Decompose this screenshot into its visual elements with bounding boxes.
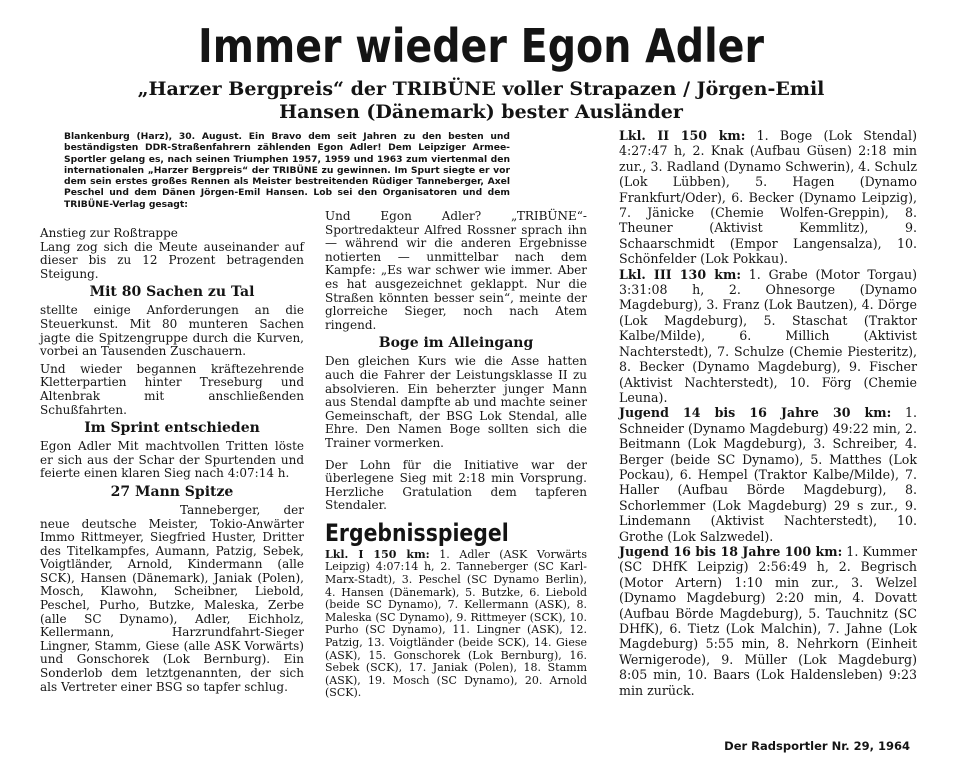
paragraph-steuerkunst: stellte einige Anforderungen an die Steuerkunst. Mit 80 munteren Sachen jagte die Spitzengruppe durch die Kurven, vorbei an Tausenden Zuschauern. [40,303,304,359]
results-column [619,128,917,698]
results-title: Ergebnisspiegel [325,518,509,547]
results-jugend-16-18-label: Jugend 16 bis 18 Jahre 100 km: [619,543,843,559]
headline: Immer wieder Egon Adler [198,19,764,73]
source-credit: Der Radsportler Nr. 29, 1964 [724,739,910,753]
section-heading-alleingang: Boge im Alleingang [378,335,534,352]
article-column-1 [40,227,304,694]
paragraph-boge: Den gleichen Kurs wie die Asse hatten auch die Fahrer der Leistungsklasse II zu absolvieren. Ein beherzter junger Mann aus Stendal dampfte ab und machte seiner Gemeinschaft, der BSG Lok Stendal, alle Ehre. Den Namen Boge sollten sich die Trainer vormerken. [325,354,587,450]
subheadline: „Harzer Bergpreis“ der TRIBÜNE voller Strapazen / Jörgen-Emil Hansen (Dänemark) bester Ausländer [137,78,825,123]
section-heading-sprint: Im Sprint entschieden [84,420,260,437]
paragraph-sprint: Egon Adler Mit machtvollen Tritten löste er sich aus der Schar der Spurtenden und feierte einen klaren Sieg nach 4:07:14 h. [40,439,304,481]
paragraph-lohn: Der Lohn für die Initiative war der überlegene Sieg mit 2:18 min Vorsprung. Herzliche Gratulation dem tapferen Stendaler. [325,457,587,513]
results-lkl-2-label: Lkl. II 150 km: [619,128,746,143]
paragraph-adler-interview: Und Egon Adler? „TRIBÜNE“-Sportredakteur Alfred Rossner sprach ihn — während wir die anderen Ergebnisse notierten — unmittelbar nach dem Kampfe: „Es war schwer wie immer. Aber es hat ausgezeichnet geklappt. Nur die Straßen könnten besser sein“, meinte der glorreiche Sieger, noch nach Atem ringend. [325,209,587,332]
results-lkl-2 [619,128,917,267]
paragraph-steigung: Lang zog sich die Meute auseinander auf dieser bis zu 12 Prozent betragenden Steigung. [40,239,304,281]
results-lkl-1-text: 1. Adler (ASK Vorwärts Leipzig) 4:07:14 h, 2. Tanneberger (SC Karl-Marx-Stadt), 3. Peschel (SC Dynamo Berlin), 4. Hansen (Dänemark), 5. Butzke, 6. Liebold (beide SC Dynamo), 7. Kellermann (ASK), 8. Maleska (SC Dynamo), 9. Rittmeyer (SCK), 10. Purho (SC Dynamo), 11. Lingner (ASK), 12. Patzig, 13. Voigtländer (beide SCK), 14. Giese (ASK), 15. Gonschorek (Lok Bernburg), 16. Sebek (SCK), 17. Janiak (Polen), 18. Stamm (ASK), 19. Mosch (SC Dynamo), 20. Arnold (SCK). [325,547,588,700]
results-lkl-1-label: Lkl. I 150 km: [325,547,430,561]
results-lkl-3-text: 1. Grabe (Motor Torgau) 3:31:08 h, 2. Ohnesorge (Dynamo Magdeburg), 3. Franz (Lok Bautzen), 4. Dörge (Lok Magdeburg), 5. Staschat (Traktor Kalbe/Milde), 6. Millich (Aktivist Nachterstedt), 7. Schulze (Chemie Piesteritz), 8. Becker (Dynamo Magdeburg), 9. Fischer (Aktivist Nachterstedt), 10. Förg (Chemie Leuna). [619,266,917,405]
paragraph-rosstrappe: Anstieg zur Roßtrappe [40,226,178,240]
results-jugend-14-16 [619,405,917,544]
results-lkl-3 [619,267,917,406]
results-lkl-3-label: Lkl. III 130 km: [619,266,741,282]
section-heading-tal: Mit 80 Sachen zu Tal [89,284,255,301]
section-heading-spitze: 27 Mann Spitze [110,483,234,500]
results-jugend-16-18 [619,544,917,698]
results-lkl-1 [325,549,587,700]
paragraph-kletterpartien: Und wieder begannen kräftezehrende Kletterpartien hinter Treseburg und Altenbrak mit anschließenden Schußfahrten. [40,361,304,417]
article-column-2 [325,210,587,700]
paragraph-spitzengruppe: Tanneberger, der neue deutsche Meister, Tokio-Anwärter Immo Rittmeyer, Siegfried Huster, Dritter des Titelkampfes, Aumann, Patzig, Sebek, Voigtländer, Arnold, Kindermann (alle SCK), Hansen (Dänemark), Janiak (Polen), Mosch, Klawohn, Scheibner, Liebold, Peschel, Purho, Butzke, Maleska, Zerbe (alle SC Dynamo), Adler, Eichholz, Kellermann, Harzrundfahrt-Sieger Lingner, Stamm, Giese (alle ASK Vorwärts) und Gonschorek (Lok Bernburg). Ein Sonderlob dem letztgenannten, der sich als Vertreter einer BSG so tapfer schlug. [40,502,304,694]
results-jugend-14-16-label: Jugend 14 bis 16 Jahre 30 km: [619,405,892,421]
intro-paragraph: Blankenburg (Harz), 30. August. Ein Bravo dem seit Jahren zu den besten und beständigsten DDR-Straßenfahrern zählenden Egon Adler! Dem Leipziger Armee-Sportler gelang es, nach seinen Triumphen 1957, 1959 und 1963 zum viertenmal den internationalen „Harzer Bergpreis“ der TRIBÜNE zu gewinnen. Im Spurt siegte er vor dem sein erstes großes Rennen als Meister bestreitenden Rüdiger Tanneberger, Axel Peschel und dem Dänen Jörgen-Emil Hansen. Lob sei den Organisatoren und dem TRIBÜNE-Verlag gesagt: [64,131,510,210]
results-jugend-14-16-text: 1. Schneider (Dynamo Magdeburg) 49:22 min, 2. Beitmann (Lok Magdeburg), 3. Schreiber, 4. Berger (beide SC Dynamo), 5. Matthes (Lok Pockau), 6. Hempel (Traktor Kalbe/Milde), 7. Haller (Aufbau Börde Magdeburg), 8. Schorlemmer (Lok Magdeburg) 29 s zur., 9. Lindemann (Aktivist Nachterstedt), 10. Grothe (Lok Salzwedel). [619,405,917,544]
results-jugend-16-18-text: 1. Kummer (SC DHfK Leipzig) 2:56:49 h, 2. Begrisch (Motor Artern) 1:10 min zur., 3. Welzel (Dynamo Magdeburg) 2:20 min, 4. Dovatt (Aufbau Börde Magdeburg), 5. Tauchnitz (SC DHfK), 6. Tietz (Lok Malchin), 7. Jahne (Lok Magdeburg) 5:55 min, 8. Nehrkorn (Einheit Wernigerode), 9. Müller (Lok Magdeburg) 8:05 min, 10. Baars (Lok Haldensleben) 9:23 min zurück. [619,543,917,698]
results-lkl-2-text: 1. Boge (Lok Stendal) 4:27:47 h, 2. Knak (Aufbau Güsen) 2:18 min zur., 3. Radland (Dynamo Schwerin), 4. Schulz (Lok Lübben), 5. Hagen (Dynamo Frankfurt/Oder), 6. Becker (Dynamo Leipzig), 7. Jänicke (Chemie Wolfen-Greppin), 8. Theuner (Aktivist Kemmlitz), 9. Schaarschmidt (Empor Langensalza), 10. Schönfelder (Lok Pokkau). [619,128,917,267]
